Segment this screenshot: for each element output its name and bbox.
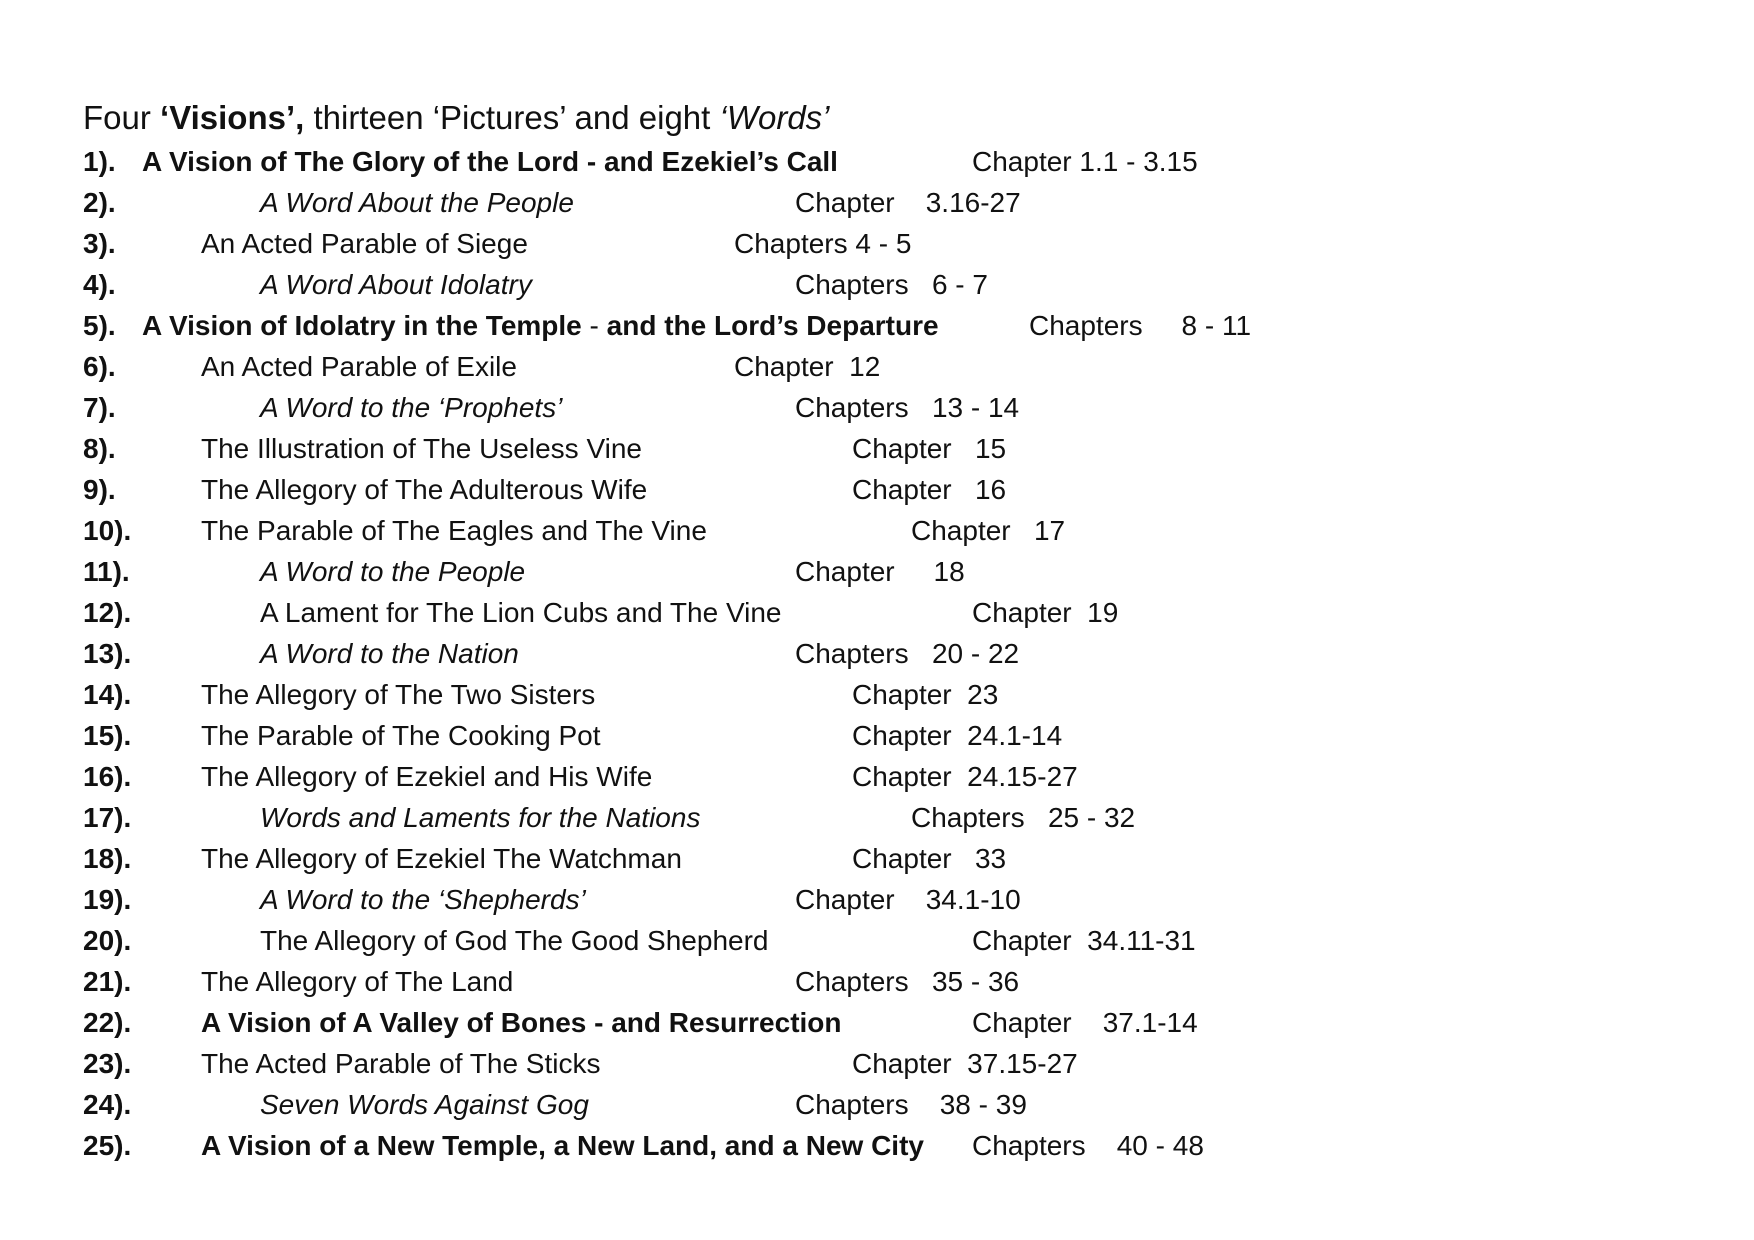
heading-words: ‘Words’: [719, 99, 830, 136]
item-title: A Vision of A Valley of Bones - and Resurrection: [201, 1007, 842, 1038]
item-chapter: Chapter 16: [852, 474, 1007, 505]
item-chapter: Chapter 34.1-10: [795, 884, 1021, 915]
list-item: [0, 305, 1754, 346]
item-chapter: Chapters 35 - 36: [795, 966, 1020, 997]
list-item: [0, 1125, 1754, 1166]
heading-prefix: Four: [83, 99, 161, 136]
item-chapter: Chapter 3.16-27: [795, 187, 1021, 218]
item-chapter: Chapter 1.1 - 3.15: [972, 146, 1198, 177]
list-item: [0, 879, 1754, 920]
item-chapter: Chapters 40 - 48: [972, 1130, 1204, 1161]
list-item: [0, 715, 1754, 756]
list-item: [0, 920, 1754, 961]
item-title: The Allegory of Ezekiel and His Wife: [201, 761, 653, 792]
list-item: [0, 428, 1754, 469]
item-title: [142, 305, 939, 346]
item-number: 22).: [83, 1007, 132, 1038]
item-chapter: Chapter 37.1-14: [972, 1007, 1198, 1038]
item-number: 10).: [83, 515, 132, 546]
list-item: [0, 1043, 1754, 1084]
item-number: 19).: [83, 884, 132, 915]
item-title: A Word to the ‘Prophets’: [260, 392, 563, 423]
item-chapter: Chapter 24.1-14: [852, 720, 1063, 751]
item-number: 25).: [83, 1130, 132, 1161]
item-number: 17).: [83, 802, 132, 833]
item-number: 1).: [83, 146, 116, 177]
item-chapter: Chapter 19: [972, 597, 1119, 628]
item-title-part-a: A Vision of Idolatry in the Temple: [142, 310, 582, 341]
item-title: An Acted Parable of Siege: [201, 228, 528, 259]
item-title: The Allegory of God The Good Shepherd: [260, 925, 769, 956]
heading-visions: ‘Visions’,: [160, 99, 305, 136]
item-number: 21).: [83, 966, 132, 997]
item-title: A Lament for The Lion Cubs and The Vine: [260, 597, 782, 628]
item-title-part-b: and the Lord’s Departure: [606, 310, 939, 341]
list-item: [0, 551, 1754, 592]
item-chapter: Chapters 6 - 7: [795, 269, 988, 300]
list-item: [0, 633, 1754, 674]
item-title: The Parable of The Eagles and The Vine: [201, 515, 707, 546]
item-number: 2).: [83, 187, 116, 218]
list-item: [0, 264, 1754, 305]
item-title: A Word About Idolatry: [260, 269, 532, 300]
item-number: 16).: [83, 761, 132, 792]
item-chapter: Chapters 8 - 11: [1029, 310, 1252, 341]
item-title: The Illustration of The Useless Vine: [201, 433, 642, 464]
item-chapter: Chapters 25 - 32: [911, 802, 1136, 833]
item-number: 13).: [83, 638, 132, 669]
item-chapter: Chapters 20 - 22: [795, 638, 1020, 669]
item-number: 23).: [83, 1048, 132, 1079]
item-number: 24).: [83, 1089, 132, 1120]
list-item: [0, 838, 1754, 879]
item-number: 6).: [83, 351, 116, 382]
list-item: [0, 592, 1754, 633]
item-chapter: Chapter 18: [795, 556, 965, 587]
item-number: 15).: [83, 720, 132, 751]
item-title: The Allegory of Ezekiel The Watchman: [201, 843, 682, 874]
list-item: [0, 510, 1754, 551]
list-item: [0, 756, 1754, 797]
item-chapter: Chapters 38 - 39: [795, 1089, 1027, 1120]
item-number: 8).: [83, 433, 116, 464]
item-number: 7).: [83, 392, 116, 423]
list-item: [0, 223, 1754, 264]
item-number: 5).: [83, 310, 116, 341]
item-title: The Allegory of The Adulterous Wife: [201, 474, 648, 505]
item-chapter: Chapters 4 - 5: [734, 228, 912, 259]
page-heading: [83, 96, 830, 140]
item-title: Seven Words Against Gog: [260, 1089, 589, 1120]
item-title: A Vision of The Glory of the Lord - and Ezekiel’s Call: [142, 146, 838, 177]
list-item: [0, 797, 1754, 838]
item-number: 14).: [83, 679, 132, 710]
item-chapter: Chapter 15: [852, 433, 1007, 464]
item-number: 11).: [83, 556, 130, 587]
item-chapter: Chapter 34.11-31: [972, 925, 1196, 956]
heading-middle: thirteen ‘Pictures’ and eight: [304, 99, 720, 136]
list-item: [0, 1002, 1754, 1043]
item-title: The Allegory of The Two Sisters: [201, 679, 596, 710]
list-item: [0, 1084, 1754, 1125]
list-item: [0, 346, 1754, 387]
item-chapter: Chapter 12: [734, 351, 881, 382]
item-title-separator: -: [581, 310, 607, 341]
item-title: The Acted Parable of The Sticks: [201, 1048, 601, 1079]
item-number: 9).: [83, 474, 116, 505]
list-item: [0, 182, 1754, 223]
item-title: A Word to the ‘Shepherds’: [260, 884, 586, 915]
list-item: [0, 961, 1754, 1002]
list-item: [0, 387, 1754, 428]
item-title: A Word About the People: [260, 187, 574, 218]
item-number: 18).: [83, 843, 132, 874]
item-chapter: Chapter 23: [852, 679, 999, 710]
item-number: 3).: [83, 228, 116, 259]
item-chapter: Chapter 24.15-27: [852, 761, 1078, 792]
item-title: A Vision of a New Temple, a New Land, and a New City: [201, 1130, 924, 1161]
item-title: The Parable of The Cooking Pot: [201, 720, 601, 751]
list-item: [0, 469, 1754, 510]
item-title: The Allegory of The Land: [201, 966, 514, 997]
item-number: 12).: [83, 597, 132, 628]
list-item: [0, 141, 1754, 182]
item-chapter: Chapter 37.15-27: [852, 1048, 1078, 1079]
item-number: 20).: [83, 925, 132, 956]
item-title: A Word to the Nation: [260, 638, 519, 669]
item-number: 4).: [83, 269, 116, 300]
item-chapter: Chapter 17: [911, 515, 1066, 546]
list-item: [0, 674, 1754, 715]
item-chapter: Chapter 33: [852, 843, 1007, 874]
item-chapter: Chapters 13 - 14: [795, 392, 1020, 423]
item-title: An Acted Parable of Exile: [201, 351, 517, 382]
item-title: Words and Laments for the Nations: [260, 802, 701, 833]
item-title: A Word to the People: [260, 556, 526, 587]
